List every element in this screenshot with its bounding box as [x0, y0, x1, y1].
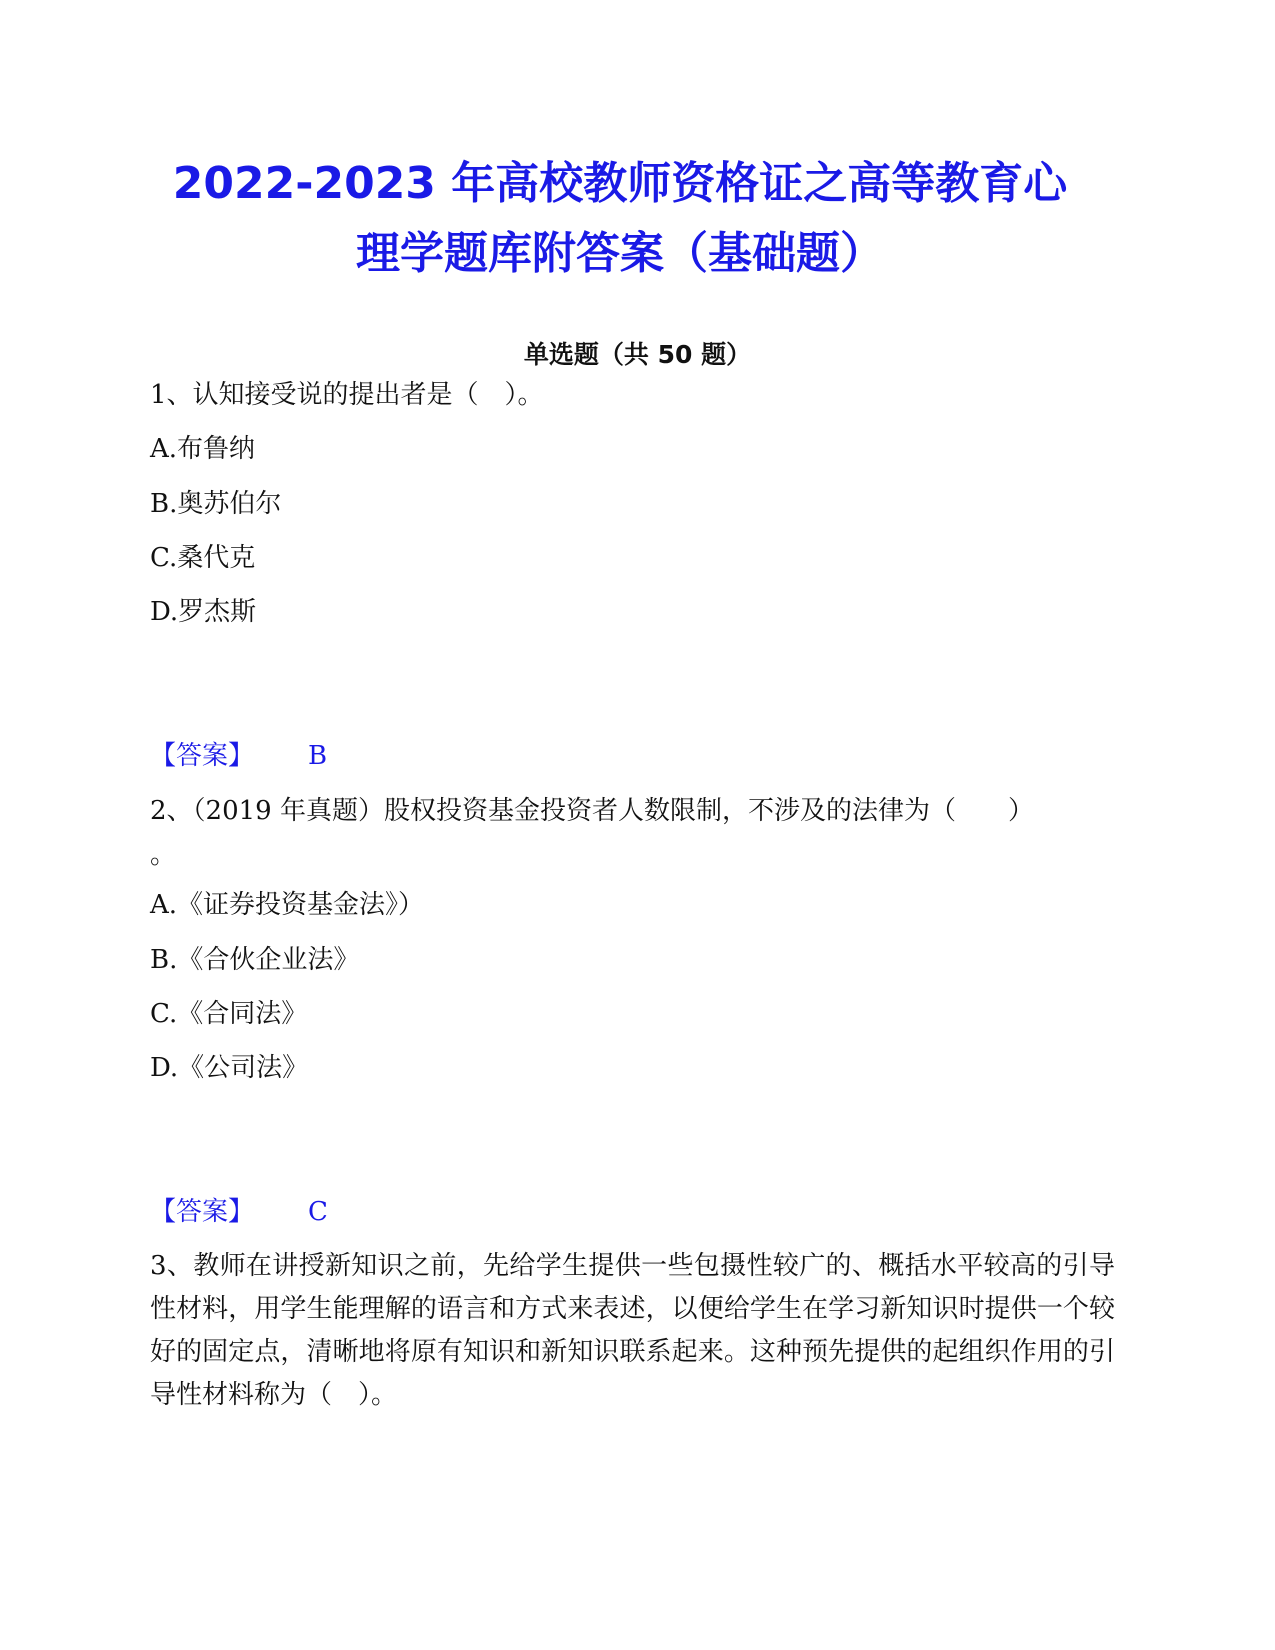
- question-2-option-b: B.《合伙企业法》: [150, 945, 360, 975]
- question-1-stem: 1、认知接受说的提出者是（ ）。: [150, 380, 544, 410]
- answer-label: 【答案】: [150, 1197, 255, 1227]
- question-2-stem-line-2: 。: [150, 840, 177, 870]
- question-2-option-a: A.《证券投资基金法》）: [150, 890, 425, 920]
- question-1-option-d: D.罗杰斯: [150, 597, 257, 627]
- question-1-answer: [150, 738, 327, 774]
- question-2-stem-line-1: 2、（2019 年真题）股权投资基金投资者人数限制，不涉及的法律为（ ）: [150, 796, 1034, 826]
- question-2-answer: [150, 1194, 328, 1230]
- answer-label: 【答案】: [150, 741, 255, 771]
- question-3-stem: 3、教师在讲授新知识之前，先给学生提供一些包摄性较广的、概括水平较高的引导性材料，用学生能理解的语言和方式来表述，以便给学生在学习新知识时提供一个较好的固定点，清晰地将原有知识和新知识联系起来。这种预先提供的起组织作用的引导性材料称为（ ）。: [150, 1251, 1115, 1410]
- answer-value: C: [308, 1197, 328, 1227]
- document-title-line-2: 理学题库附答案（基础题）: [356, 228, 884, 279]
- question-1-option-c: C.桑代克: [150, 543, 256, 573]
- document-title-line-1: 2022-2023 年高校教师资格证之高等教育心: [172, 158, 1068, 209]
- question-1-option-b: B.奥苏伯尔: [150, 489, 282, 519]
- question-2-option-d: D.《公司法》: [150, 1053, 309, 1083]
- section-heading: 单选题（共 50 题）: [523, 340, 752, 369]
- question-1-option-a: A.布鲁纳: [150, 434, 256, 464]
- question-2-option-c: C.《合同法》: [150, 999, 308, 1029]
- answer-value: B: [308, 741, 328, 771]
